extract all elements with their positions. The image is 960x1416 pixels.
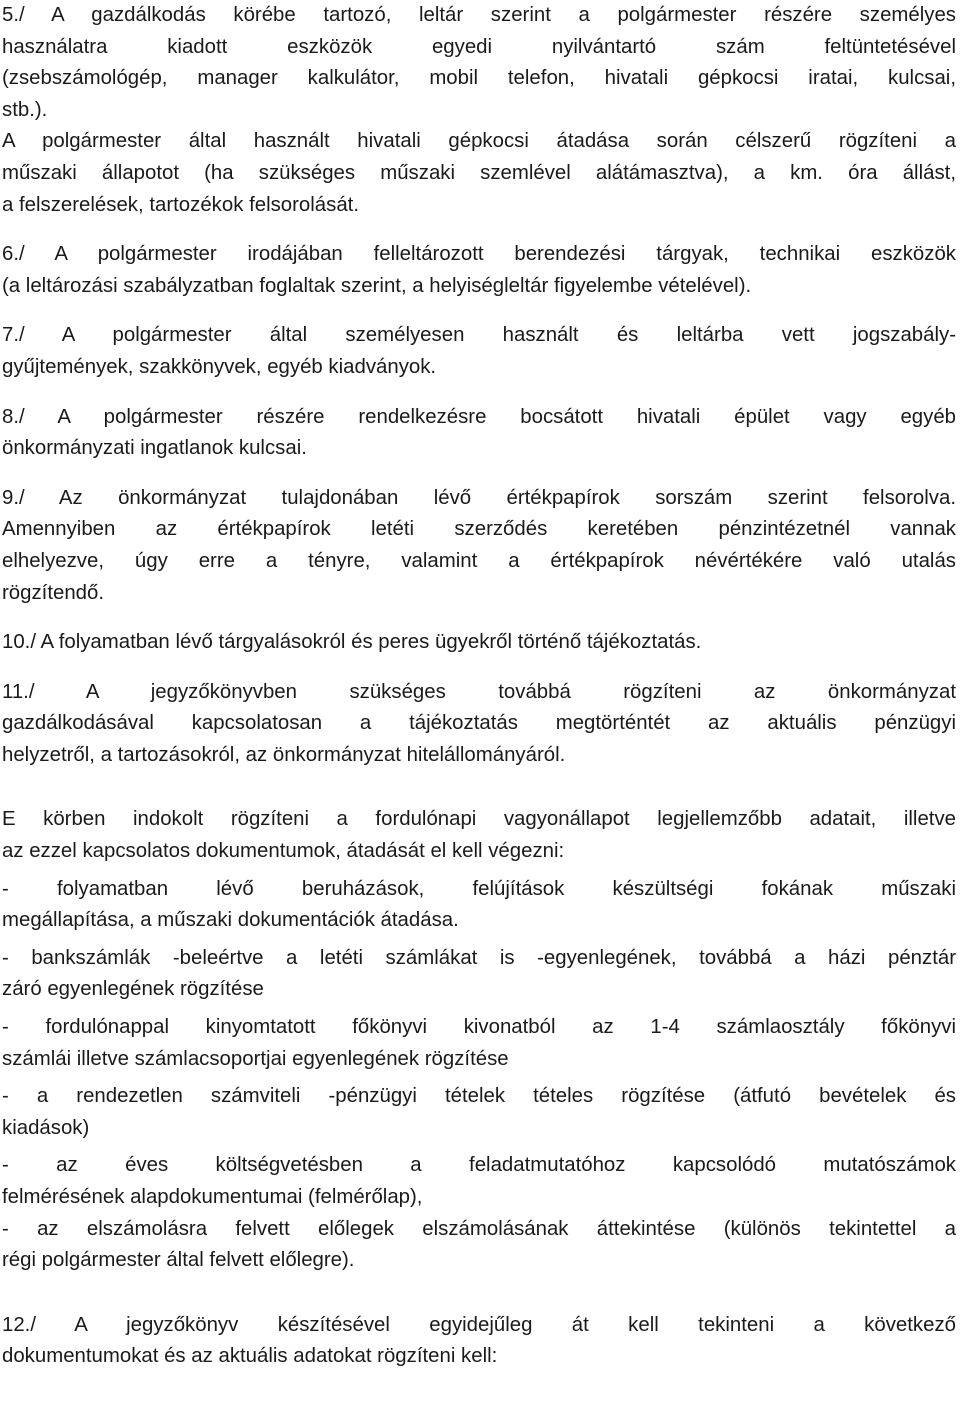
text-line: stb.). [2, 98, 48, 121]
bullet-item [2, 874, 956, 937]
text-line: 6./ A polgármester irodájában felleltározott berendezési tárgyak, technikai eszközök [2, 243, 956, 266]
bullet-item [2, 943, 956, 1006]
bullet-item [2, 1150, 956, 1213]
text-line: Amennyiben az értékpapírok letéti szerződés keretében pénzintézetnél vannak [2, 518, 956, 541]
paragraph-8 [2, 402, 956, 465]
text-line: 5./ A gazdálkodás körébe tartozó, leltár szerint a polgármester részére személyes [2, 4, 956, 26]
paragraph-intro [2, 804, 956, 867]
text-line: - fordulónappal kinyomtatott főkönyvi kivonatból az 1-4 számlaosztály főkönyvi [2, 1016, 956, 1039]
text-line: gazdálkodásával kapcsolatosan a tájékoztatás megtörténtét az aktuális pénzügyi [2, 712, 956, 735]
text-line: helyzetről, a tartozásokról, az önkormányzat hitelállományáról. [2, 743, 566, 766]
bullet-item [2, 1012, 956, 1075]
text-line: 7./ A polgármester által személyesen használt és leltárba vett jogszabály- [2, 324, 956, 347]
text-line: 8./ A polgármester részére rendelkezésre bocsátott hivatali épület vagy egyéb [2, 405, 956, 428]
text-line: önkormányzati ingatlanok kulcsai. [2, 437, 307, 460]
paragraph-10 [2, 627, 956, 659]
paragraph-6 [2, 239, 956, 302]
paragraph-12 [2, 1310, 956, 1373]
text-line: dokumentumokat és az aktuális adatokat rögzíteni kell: [2, 1345, 498, 1368]
text-line: - folyamatban lévő beruházások, felújítások készültségi fokának műszaki [2, 877, 956, 900]
text-line: - bankszámlák -beleértve a letéti számlákat is -egyenlegének, továbbá a házi pénztár [2, 946, 956, 969]
text-line: a felszerelések, tartozékok felsorolását. [2, 193, 360, 216]
text-line: - az éves költségvetésben a feladatmutatóhoz kapcsolódó mutatószámok [2, 1154, 956, 1177]
bullet-item [2, 1081, 956, 1144]
text-line: az ezzel kapcsolatos dokumentumok, átadását el kell végezni: [2, 840, 565, 863]
bullet-item [2, 1214, 956, 1277]
text-line: A polgármester által használt hivatali gépkocsi átadása során célszerű rögzíteni a [2, 130, 956, 153]
text-line: (zsebszámológép, manager kalkulátor, mobil telefon, hivatali gépkocsi iratai, kulcsai, [2, 67, 956, 90]
paragraph-5 [2, 0, 956, 221]
text-line: gyűjtemények, szakkönyvek, egyéb kiadványok. [2, 355, 437, 378]
text-line: (a leltározási szabályzatban foglaltak szerint, a helyiségleltár figyelembe vételével). [2, 274, 752, 297]
paragraph-7 [2, 320, 956, 383]
text-line: rögzítendő. [2, 581, 105, 604]
text-line: megállapítása, a műszaki dokumentációk átadása. [2, 909, 459, 932]
paragraph-9 [2, 483, 956, 609]
text-line: felmérésének alapdokumentumai (felmérőlap), [2, 1186, 423, 1208]
paragraph-11 [2, 677, 956, 772]
text-line: elhelyezve, úgy erre a tényre, valamint a értékpapírok névértékére való utalás [2, 549, 956, 572]
text-line: kiadások) [2, 1116, 90, 1139]
text-line: E körben indokolt rögzíteni a fordulónapi vagyonállapot legjellemzőbb adatait, illetve [2, 808, 956, 831]
text-line: 11./ A jegyzőkönyvben szükséges továbbá rögzíteni az önkormányzat [2, 680, 956, 703]
text-line: régi polgármester által felvett előlegre). [2, 1249, 355, 1272]
text-line: záró egyenlegének rögzítése [2, 978, 264, 1001]
text-line: 12./ A jegyzőkönyv készítésével egyidejűleg át kell tekinteni a következő [2, 1313, 956, 1336]
text-line: számlái illetve számlacsoportjai egyenlegének rögzítése [2, 1047, 509, 1070]
text-line: használatra kiadott eszközök egyedi nyilvántartó szám feltüntetésével [2, 35, 956, 58]
text-line: 9./ Az önkormányzat tulajdonában lévő értékpapírok sorszám szerint felsorolva. [2, 486, 956, 509]
text-line: - a rendezetlen számviteli -pénzügyi tételek tételes rögzítése (átfutó bevételek és [2, 1085, 956, 1108]
text-line: 10./ A folyamatban lévő tárgyalásokról és peres ügyekről történő tájékoztatás. [2, 631, 702, 654]
text-line: - az elszámolásra felvett előlegek elszámolásának áttekintése (különös tekintettel a [2, 1217, 956, 1240]
text-line: műszaki állapotot (ha szükséges műszaki szemlével alátámasztva), a km. óra állást, [2, 161, 956, 184]
